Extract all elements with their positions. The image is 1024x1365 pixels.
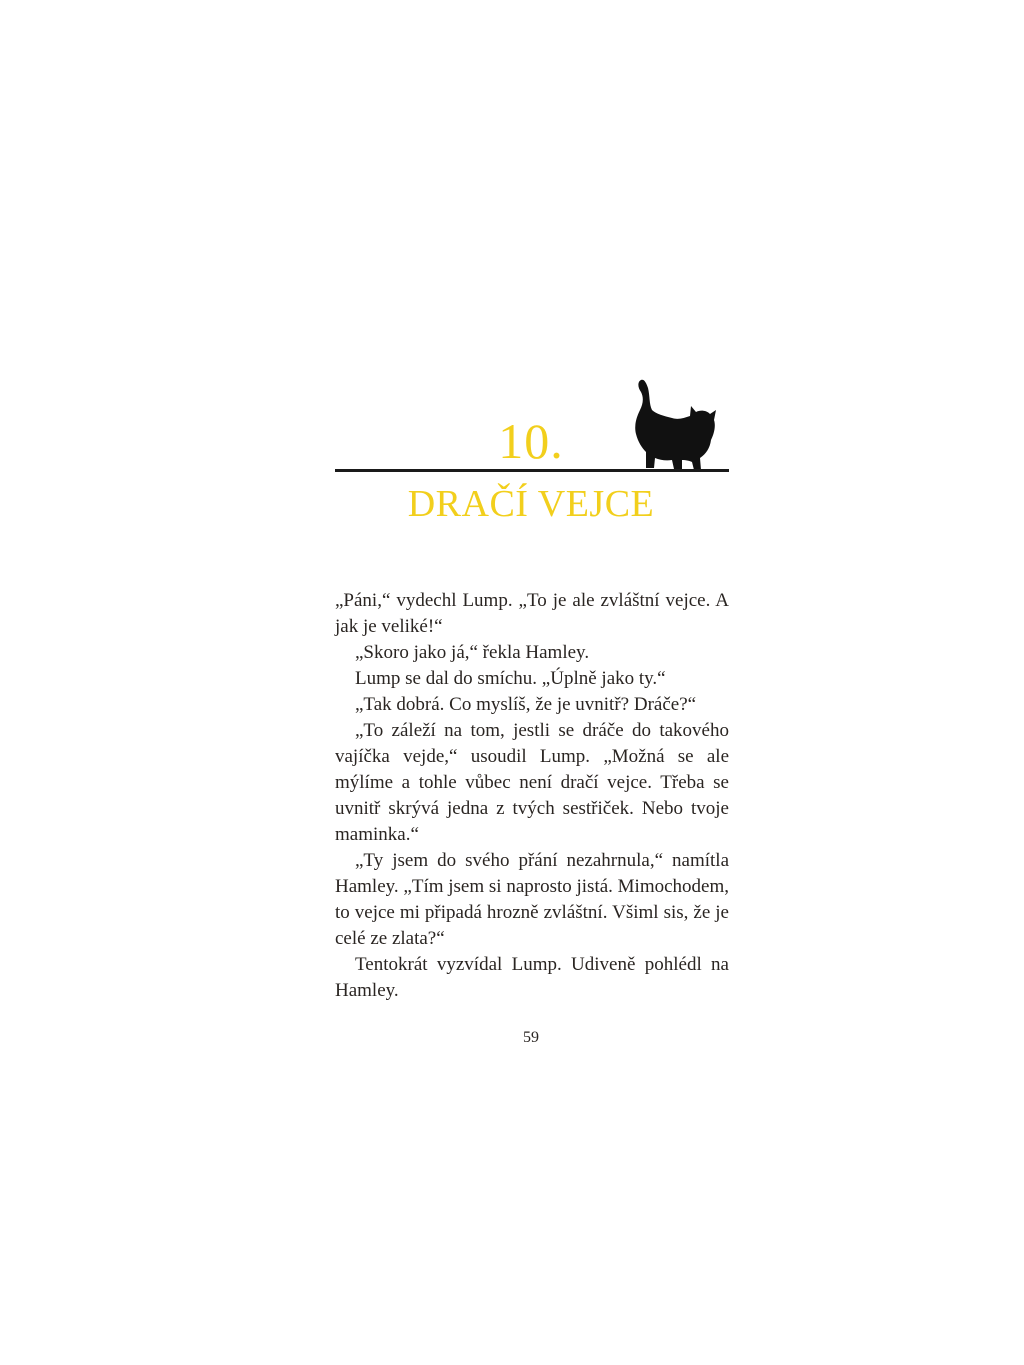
- page-number: 59: [523, 1029, 539, 1046]
- chapter-title: DRAČÍ VEJCE: [407, 483, 655, 525]
- paragraph: Tentokrát vyzvídal Lump. Udiveně pohlédl na Hamley.: [335, 954, 729, 1001]
- black-cat-silhouette-icon: [628, 376, 720, 472]
- paragraph: Lump se dal do smíchu. „Úplně jako ty.“: [355, 668, 666, 689]
- chapter-divider-rule: [335, 469, 729, 472]
- paragraph: „To záleží na tom, jestli se dráče do takového vajíčka vejde,“ usoudil Lump. „Možná se ale mýlíme a tohle vůbec není dračí vejce. Třeba se uvnitř skrývá jedna z tvých sestřiček. Nebo tvoje maminka.“: [335, 720, 729, 845]
- paragraph: „Ty jsem do svého přání nezahrnula,“ namítla Hamley. „Tím jsem si naprosto jistá. Mimochodem, to vejce mi připadá hrozně zvláštní. Všiml sis, že je celé ze zlata?“: [335, 850, 730, 949]
- chapter-number: 10.: [498, 413, 564, 469]
- body-text: [335, 588, 729, 1004]
- paragraph: „Tak dobrá. Co myslíš, že je uvnitř? Dráče?“: [355, 694, 697, 715]
- paragraph: „Skoro jako já,“ řekla Hamley.: [355, 642, 590, 663]
- paragraph: „Páni,“ vydechl Lump. „To je ale zvláštní vejce. A jak je veliké!“: [335, 590, 729, 637]
